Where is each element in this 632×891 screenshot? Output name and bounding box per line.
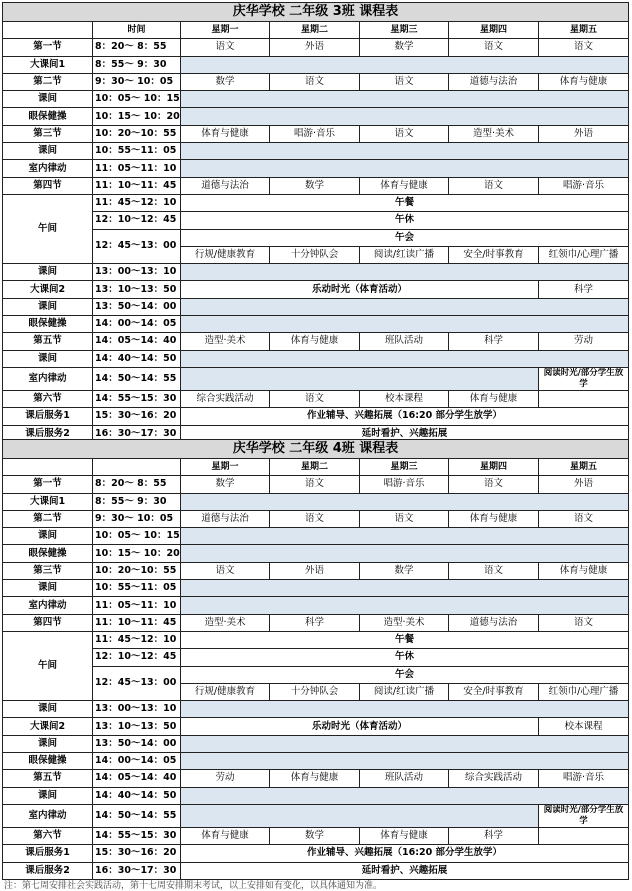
subject-cell: 科学 (449, 333, 539, 350)
subject-cell: 综合实践活动 (181, 390, 270, 407)
subject-cell: 体育与健康 (270, 770, 360, 787)
period-time: 10：55～11：05 (93, 580, 181, 597)
period-label: 课后服务2 (3, 425, 93, 442)
period-label: 第三节 (3, 562, 93, 579)
blank-cell (181, 143, 629, 160)
period-label: 第六节 (3, 390, 93, 407)
period-time: 10：20～10：55 (93, 125, 181, 142)
period-row (3, 125, 629, 142)
period-label: 课后服务1 (3, 408, 93, 425)
blank-cell (181, 528, 629, 545)
subject-cell: 体育与健康 (449, 510, 539, 527)
period-label: 第四节 (3, 614, 93, 631)
period-label: 课后服务2 (3, 862, 93, 879)
subject-cell: 体育与健康 (181, 125, 270, 142)
period-label: 课间 (3, 787, 93, 804)
period-label: 课间 (3, 701, 93, 718)
period-time: 8：55～ 9：30 (93, 56, 181, 73)
noon-label: 午间 (3, 631, 93, 700)
day-header: 星期三 (360, 22, 449, 39)
period-label: 室内律动 (3, 597, 93, 614)
subject-cell: 语文 (360, 73, 449, 90)
period-time: 10：20～10：55 (93, 562, 181, 579)
corner-cell (3, 22, 93, 39)
subject-cell: 科学 (449, 827, 539, 844)
noon-row (3, 212, 629, 229)
noon-topic-cell: 红领巾/心理广播 (539, 683, 629, 700)
period-row (3, 264, 629, 281)
blank-cell (181, 493, 629, 510)
activity-cell: 乐动时光（体育活动） (181, 718, 539, 735)
day-header: 星期五 (539, 459, 629, 476)
subject-cell: 造型·美术 (181, 614, 270, 631)
blank-cell (181, 787, 629, 804)
period-row (3, 845, 629, 862)
day-header: 星期一 (181, 459, 270, 476)
period-row (3, 701, 629, 718)
period-row (3, 862, 629, 879)
subject-cell: 体育与健康 (539, 73, 629, 90)
period-label: 大课间2 (3, 718, 93, 735)
period-label: 第六节 (3, 827, 93, 844)
subject-cell: 道德与法治 (181, 510, 270, 527)
period-label: 课后服务1 (3, 845, 93, 862)
period-label: 课间 (3, 580, 93, 597)
subject-cell: 体育与健康 (270, 333, 360, 350)
day-header: 星期二 (270, 22, 360, 39)
period-time: 8：20～ 8：55 (93, 39, 181, 56)
period-time: 13：10～13：50 (93, 718, 181, 735)
period-row (3, 787, 629, 804)
subject-cell: 劳动 (181, 770, 270, 787)
blank-cell (181, 350, 629, 367)
schedule-class-3 (2, 2, 628, 443)
subject-cell: 科学 (270, 614, 360, 631)
period-label: 课间 (3, 91, 93, 108)
period-row (3, 476, 629, 493)
timetable (2, 2, 629, 443)
noon-row (3, 649, 629, 666)
footnote: 注：第七周安排社会实践活动，第十七周安排期末考试，以上安排如有变化，以具体通知为准。 (4, 881, 383, 891)
subject-cell: 数学 (270, 827, 360, 844)
subject-cell: 语文 (360, 510, 449, 527)
period-label: 课间 (3, 264, 93, 281)
subject-cell: 语文 (449, 476, 539, 493)
noon-time: 12：45～13：00 (93, 666, 181, 701)
title-row (3, 440, 629, 459)
subject-cell: 造型·美术 (449, 125, 539, 142)
subject-cell: 语文 (270, 390, 360, 407)
blank-cell (181, 753, 629, 770)
subject-cell: 语文 (449, 562, 539, 579)
period-time: 13：00～13：10 (93, 701, 181, 718)
noon-row (3, 194, 629, 211)
subject-cell (539, 827, 629, 844)
subject-cell: 语文 (270, 73, 360, 90)
blank-cell (181, 160, 629, 177)
subject-cell: 道德与法治 (181, 177, 270, 194)
day-header: 星期二 (270, 459, 360, 476)
period-time: 11：05～11：10 (93, 160, 181, 177)
period-row (3, 580, 629, 597)
noon-activity: 午休 (181, 212, 629, 229)
period-row (3, 735, 629, 752)
period-label: 第五节 (3, 333, 93, 350)
friday-cell: 科学 (539, 281, 629, 298)
schedule-class-4 (2, 439, 628, 880)
period-row (3, 108, 629, 125)
day-header: 星期三 (360, 459, 449, 476)
noon-topic-cell: 阅读/红读广播 (360, 683, 449, 700)
noon-time: 11：45～12：10 (93, 631, 181, 648)
subject-cell (539, 390, 629, 407)
period-row (3, 367, 629, 390)
period-time: 10：05～ 10：15 (93, 91, 181, 108)
period-row (3, 528, 629, 545)
noon-row (3, 229, 629, 246)
subject-cell: 数学 (360, 39, 449, 56)
period-row (3, 827, 629, 844)
period-row (3, 718, 629, 735)
noon-label: 午间 (3, 194, 93, 263)
subject-cell: 体育与健康 (360, 177, 449, 194)
noon-topic-cell: 行规/健康教育 (181, 246, 270, 263)
subject-cell: 语文 (539, 510, 629, 527)
blank-cell (181, 701, 629, 718)
period-label: 眼保健操 (3, 316, 93, 333)
period-row (3, 177, 629, 194)
blank-cell (181, 264, 629, 281)
period-label: 室内律动 (3, 804, 93, 827)
period-row (3, 73, 629, 90)
subject-cell: 体育与健康 (449, 390, 539, 407)
noon-topic-cell: 阅读/红读广播 (360, 246, 449, 263)
subject-cell: 外语 (270, 39, 360, 56)
period-time: 8：20～ 8：55 (93, 476, 181, 493)
blank-cell (181, 56, 629, 73)
blank-cell (181, 298, 629, 315)
period-row (3, 545, 629, 562)
noon-activity: 午会 (181, 229, 629, 246)
subject-cell: 体育与健康 (539, 562, 629, 579)
period-time: 14：50～14：55 (93, 804, 181, 827)
time-header (93, 459, 181, 476)
period-label: 课间 (3, 350, 93, 367)
schedule-title: 庆华学校 二年级 4班 课程表 (3, 440, 629, 459)
period-row (3, 510, 629, 527)
subject-cell: 语文 (181, 562, 270, 579)
period-time: 11：05～11：10 (93, 597, 181, 614)
period-time: 14：55～15：30 (93, 827, 181, 844)
noon-activity: 午会 (181, 666, 629, 683)
timetable (2, 439, 629, 880)
period-row (3, 298, 629, 315)
subject-cell: 数学 (181, 476, 270, 493)
period-time: 10：55～11：05 (93, 143, 181, 160)
blank-cell (181, 597, 629, 614)
period-label: 第一节 (3, 476, 93, 493)
subject-cell: 唱游·音乐 (270, 125, 360, 142)
period-label: 课间 (3, 143, 93, 160)
noon-topic-cell: 十分钟队会 (270, 246, 360, 263)
day-header: 星期四 (449, 459, 539, 476)
period-row (3, 281, 629, 298)
period-time: 16：30～17：30 (93, 425, 181, 442)
period-row (3, 753, 629, 770)
period-row (3, 350, 629, 367)
subject-cell: 综合实践活动 (449, 770, 539, 787)
period-label: 第四节 (3, 177, 93, 194)
period-time: 13：00～13：10 (93, 264, 181, 281)
blank-cell (181, 316, 629, 333)
period-row (3, 408, 629, 425)
noon-topic-cell: 十分钟队会 (270, 683, 360, 700)
period-label: 第三节 (3, 125, 93, 142)
subject-cell: 语文 (539, 39, 629, 56)
period-label: 第五节 (3, 770, 93, 787)
blank-cell (181, 108, 629, 125)
noon-time: 12：45～13：00 (93, 229, 181, 264)
period-label: 眼保健操 (3, 108, 93, 125)
period-row (3, 316, 629, 333)
period-time: 13：50～14：00 (93, 298, 181, 315)
period-time: 14：00～14：05 (93, 753, 181, 770)
period-time: 9：30～ 10：05 (93, 73, 181, 90)
period-label: 第一节 (3, 39, 93, 56)
subject-cell: 语文 (270, 510, 360, 527)
subject-cell: 体育与健康 (360, 827, 449, 844)
blank-cell (181, 580, 629, 597)
period-label: 室内律动 (3, 367, 93, 390)
period-time: 13：10～13：50 (93, 281, 181, 298)
noon-activity: 午餐 (181, 194, 629, 211)
noon-time: 12：10～12：45 (93, 649, 181, 666)
blank-cell (181, 735, 629, 752)
period-label: 课间 (3, 298, 93, 315)
period-time: 11：10～11：45 (93, 177, 181, 194)
day-header: 星期一 (181, 22, 270, 39)
period-label: 第二节 (3, 510, 93, 527)
schedule-title: 庆华学校 二年级 3班 课程表 (3, 3, 629, 22)
corner-cell (3, 459, 93, 476)
period-label: 大课间2 (3, 281, 93, 298)
period-row (3, 143, 629, 160)
period-row (3, 614, 629, 631)
period-row (3, 160, 629, 177)
noon-topic-cell: 红领巾/心理广播 (539, 246, 629, 263)
period-row (3, 91, 629, 108)
subject-cell: 道德与法治 (449, 73, 539, 90)
activity-cell: 作业辅导、兴趣拓展（16:20 部分学生放学） (181, 408, 629, 425)
header-row (3, 22, 629, 39)
period-label: 大课间1 (3, 56, 93, 73)
subject-cell: 数学 (181, 73, 270, 90)
period-row (3, 56, 629, 73)
blank-cell (181, 545, 629, 562)
blank-cell (181, 91, 629, 108)
subject-cell: 唱游·音乐 (539, 770, 629, 787)
period-label: 眼保健操 (3, 545, 93, 562)
blank-cell (181, 804, 539, 827)
period-label: 大课间1 (3, 493, 93, 510)
period-label: 眼保健操 (3, 753, 93, 770)
period-time: 14：50～14：55 (93, 367, 181, 390)
blank-cell (181, 367, 539, 390)
period-row (3, 39, 629, 56)
period-time: 13：50～14：00 (93, 735, 181, 752)
period-time: 14：40～14：50 (93, 787, 181, 804)
period-row (3, 770, 629, 787)
noon-activity: 午休 (181, 649, 629, 666)
period-row (3, 390, 629, 407)
subject-cell: 造型·美术 (181, 333, 270, 350)
noon-time: 12：10～12：45 (93, 212, 181, 229)
period-label: 课间 (3, 528, 93, 545)
noon-row (3, 631, 629, 648)
day-header: 星期五 (539, 22, 629, 39)
subject-cell: 数学 (360, 562, 449, 579)
noon-topic-cell: 安全/时事教育 (449, 246, 539, 263)
period-time: 10：05～ 10：15 (93, 528, 181, 545)
period-row (3, 493, 629, 510)
subject-cell: 外语 (539, 125, 629, 142)
subject-cell: 体育与健康 (181, 827, 270, 844)
subject-cell: 语文 (360, 125, 449, 142)
subject-cell: 道德与法治 (449, 614, 539, 631)
period-time: 10：15～ 10：20 (93, 108, 181, 125)
period-label: 课间 (3, 735, 93, 752)
activity-cell: 延时看护、兴趣拓展 (181, 862, 629, 879)
period-row (3, 804, 629, 827)
title-row (3, 3, 629, 22)
subject-cell: 劳动 (539, 333, 629, 350)
period-time: 16：30～17：30 (93, 862, 181, 879)
header-row (3, 459, 629, 476)
subject-cell: 数学 (270, 177, 360, 194)
friday-cell: 阅读时光/部分学生放学 (539, 804, 629, 827)
period-time: 8：55～ 9：30 (93, 493, 181, 510)
period-time: 14：00～14：05 (93, 316, 181, 333)
period-label: 室内律动 (3, 160, 93, 177)
subject-cell: 外语 (270, 562, 360, 579)
noon-topic-cell: 行规/健康教育 (181, 683, 270, 700)
subject-cell: 语文 (539, 614, 629, 631)
subject-cell: 语文 (449, 177, 539, 194)
period-time: 15：30～16：20 (93, 845, 181, 862)
period-time: 15：30～16：20 (93, 408, 181, 425)
friday-cell: 阅读时光/部分学生放学 (539, 367, 629, 390)
noon-time: 11：45～12：10 (93, 194, 181, 211)
period-label: 第二节 (3, 73, 93, 90)
period-time: 14：40～14：50 (93, 350, 181, 367)
subject-cell: 校本课程 (360, 390, 449, 407)
day-header: 星期四 (449, 22, 539, 39)
period-row (3, 597, 629, 614)
activity-cell: 乐动时光（体育活动） (181, 281, 539, 298)
period-row (3, 562, 629, 579)
subject-cell: 语文 (181, 39, 270, 56)
noon-activity: 午餐 (181, 631, 629, 648)
subject-cell: 班队活动 (360, 333, 449, 350)
subject-cell: 班队活动 (360, 770, 449, 787)
time-header: 时间 (93, 22, 181, 39)
period-time: 11：10～11：45 (93, 614, 181, 631)
activity-cell: 作业辅导、兴趣拓展（16:20 部分学生放学） (181, 845, 629, 862)
subject-cell: 唱游·音乐 (360, 476, 449, 493)
period-row (3, 333, 629, 350)
noon-topic-cell: 安全/时事教育 (449, 683, 539, 700)
subject-cell: 语文 (449, 39, 539, 56)
period-time: 14：05～14：40 (93, 333, 181, 350)
period-time: 9：30～ 10：05 (93, 510, 181, 527)
subject-cell: 外语 (539, 476, 629, 493)
period-time: 14：55～15：30 (93, 390, 181, 407)
subject-cell: 唱游·音乐 (539, 177, 629, 194)
subject-cell: 造型·美术 (360, 614, 449, 631)
noon-row (3, 666, 629, 683)
activity-cell: 延时看护、兴趣拓展 (181, 425, 629, 442)
period-time: 10：15～ 10：20 (93, 545, 181, 562)
period-time: 14：05～14：40 (93, 770, 181, 787)
subject-cell: 语文 (270, 476, 360, 493)
friday-cell: 校本课程 (539, 718, 629, 735)
